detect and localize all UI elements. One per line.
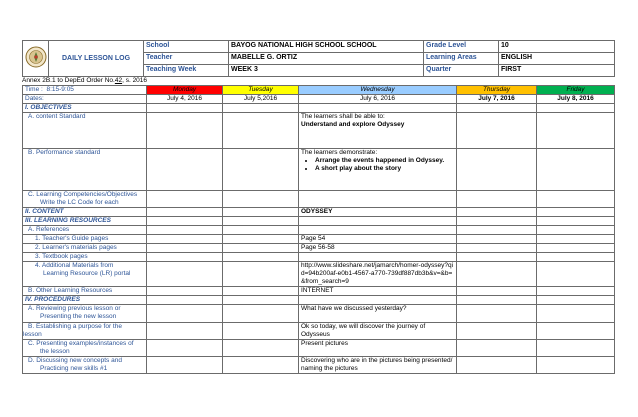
objectives-row (23, 104, 615, 113)
performance-bullet: • A short play about the story (315, 165, 454, 173)
textbook-pages-label: 3. Textbook pages (23, 253, 147, 262)
reviewing-label (23, 305, 147, 323)
document-title: DAILY LESSON LOG (49, 41, 144, 77)
date-monday: July 4, 2016 (147, 95, 223, 104)
discussing-line-2: Practicing new skills #1 (40, 365, 108, 372)
teachers-guide-label: 1. Teacher's Guide pages (23, 235, 147, 244)
teacher-value: MABELLE G. ORTIZ (229, 53, 424, 65)
date-friday: July 8, 2016 (537, 95, 615, 104)
annex-suffix: , s. 2016 (122, 77, 148, 84)
textbook-pages-row (23, 253, 615, 262)
learners-materials-row (23, 244, 615, 253)
school-label: School (144, 41, 229, 53)
content-standard-wednesday (299, 113, 457, 149)
discussing-row (23, 357, 615, 374)
procedures-heading: IV. PROCEDURES (23, 296, 147, 305)
presenting-label (23, 340, 147, 357)
establishing-line-1: B. Establishing a purpose for the (28, 323, 122, 330)
grade-level-label: Grade Level (424, 41, 499, 53)
performance-bullet: • Arrange the events happened in Odyssey. (315, 157, 454, 165)
reviewing-line-1: A. Reviewing previous lesson or (28, 305, 121, 312)
annex-note (22, 77, 614, 85)
reviewing-row (23, 305, 615, 323)
other-resources-row (23, 287, 615, 296)
performance-standard-label: B. Performance standard (23, 149, 147, 191)
competencies-label (23, 191, 147, 208)
presenting-line-1: C. Presenting examples/instances of (28, 340, 134, 347)
time-value: 8:15-9:05 (46, 86, 74, 93)
quarter-value: FIRST (499, 65, 615, 77)
date-wednesday: July 6, 2016 (299, 95, 457, 104)
performance-intro: The learners demonstrate: (301, 149, 378, 156)
teachers-guide-wednesday: Page 54 (299, 235, 457, 244)
time-cell (23, 86, 147, 95)
additional-line-2: Learning Resource (LR) portal (43, 270, 131, 277)
discussing-wednesday: Discovering who are in the pictures being presented/ naming the pictures (299, 357, 457, 374)
content-wednesday: ODYSSEY (299, 208, 457, 217)
annex-prefix: Annex 2B.1 to DepEd Order No. (22, 77, 115, 84)
lesson-table (22, 85, 615, 374)
deped-seal-icon (25, 46, 47, 68)
teachers-guide-row (23, 235, 615, 244)
additional-materials-link[interactable]: http://www.slideshare.net/jamarch/homer-odyssey?qid=94b200af-e0b1-4567-a770-739df887db3b&v=&b=&from_search=9 (299, 262, 457, 287)
other-resources-label: B. Other Learning Resources (23, 287, 147, 296)
annex-number: 42 (114, 77, 123, 84)
date-tuesday: July 5,2016 (223, 95, 299, 104)
establishing-label (23, 323, 147, 340)
learning-areas-label: Learning Areas (424, 53, 499, 65)
header-table (22, 40, 615, 77)
reviewing-wednesday: What have we discussed yesterday? (299, 305, 457, 323)
teaching-week-value: WEEK 3 (229, 65, 424, 77)
learners-materials-wednesday: Page 56-58 (299, 244, 457, 253)
additional-materials-label (23, 262, 147, 287)
competencies-row (23, 191, 615, 208)
competencies-line-1: C. Learning Competencies/Objectives (28, 191, 138, 198)
additional-materials-row (23, 262, 615, 287)
content-standard-line-1: The learners shall be able to: (301, 113, 385, 120)
day-monday: Monday (147, 86, 223, 95)
other-resources-wednesday: INTERNET (299, 287, 457, 296)
daily-lesson-log (22, 40, 614, 374)
content-standard-row (23, 113, 615, 149)
references-row (23, 226, 615, 235)
competencies-line-2: Write the LC Code for each (40, 199, 119, 206)
seal-cell (23, 41, 49, 77)
school-value: BAYOG NATIONAL HIGH SCHOOL SCHOOL (229, 41, 424, 53)
teacher-label: Teacher (144, 53, 229, 65)
performance-standard-wednesday (299, 149, 457, 191)
time-row (23, 86, 615, 95)
dates-row (23, 95, 615, 104)
performance-standard-row (23, 149, 615, 191)
grade-level-value: 10 (499, 41, 615, 53)
establishing-wednesday: Ok so today, we will discover the journey of Odysseus (299, 323, 457, 340)
reviewing-line-2: Presenting the new lesson (40, 313, 117, 320)
presenting-row (23, 340, 615, 357)
presenting-line-2: the lesson (40, 348, 70, 355)
day-wednesday: Wednesday (299, 86, 457, 95)
day-thursday: Thursday (457, 86, 537, 95)
date-thursday: July 7, 2016 (457, 95, 537, 104)
learning-areas-value: ENGLISH (499, 53, 615, 65)
procedures-row (23, 296, 615, 305)
establishing-row (23, 323, 615, 340)
resources-row (23, 217, 615, 226)
content-row (23, 208, 615, 217)
discussing-label (23, 357, 147, 374)
dates-label: Dates: (23, 95, 147, 104)
time-label: Time : (25, 86, 43, 93)
performance-bullet-list (301, 157, 454, 173)
additional-line-1: 4. Additional Materials from (35, 262, 114, 269)
content-standard-line-2: Understand and explore Odyssey (301, 121, 405, 128)
establishing-line-2: lesson (23, 331, 42, 338)
objectives-heading: I. OBJECTIVES (23, 104, 147, 113)
content-standard-label: A. content Standard (23, 113, 147, 149)
presenting-wednesday: Present pictures (299, 340, 457, 357)
resources-heading: III. LEARNING RESOURCES (23, 217, 147, 226)
quarter-label: Quarter (424, 65, 499, 77)
discussing-line-1: D. Discussing new concepts and (28, 357, 122, 364)
day-friday: Friday (537, 86, 615, 95)
content-heading: II. CONTENT (23, 208, 147, 217)
teaching-week-label: Teaching Week (144, 65, 229, 77)
references-label: A. References (23, 226, 147, 235)
learners-materials-label: 2. Learner's materials pages (23, 244, 147, 253)
day-tuesday: Tuesday (223, 86, 299, 95)
